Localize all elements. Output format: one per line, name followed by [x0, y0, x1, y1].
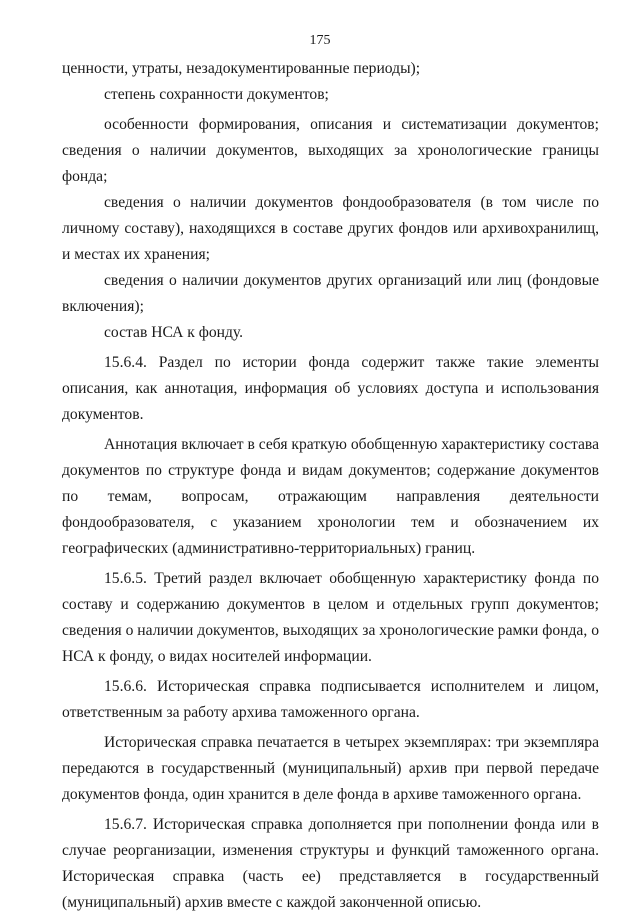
paragraph-11: Историческая справка печатается в четырех экземплярах: три экземпляра передаются в государственный (муниципальный) архив при первой передаче документов фонда, один хранится в деле фонда в архиве таможенного органа. — [62, 734, 599, 803]
paragraph-6: состав НСА к фонду. — [104, 324, 244, 341]
paragraph-8: Аннотация включает в себя краткую обобщенную характеристику состава документов по структуре фонда и видам документов; содержание документов по темам, вопросам, отражающим направления деятельности фондообразователя, с указанием хронологии тем и обозначением их географических (административно-территориальных) границ. — [62, 436, 599, 557]
paragraph-2: степень сохранности документов; — [104, 86, 329, 103]
paragraph-12: 15.6.7. Историческая справка дополняется при пополнении фонда или в случае реорганизации, изменения структуры и функций таможенного органа. Историческая справка (часть ее) представляется в государственный (муниципальный) архив вместе с каждой законченной описью. — [62, 816, 599, 911]
paragraph-10: 15.6.6. Историческая справка подписывается исполнителем и лицом, ответственным за работу архива таможенного органа. — [62, 678, 599, 721]
paragraph-4: сведения о наличии документов фондообразователя (в том числе по личному составу), находящихся в составе других фондов или архивохранилищ, и местах их хранения; — [62, 194, 599, 263]
paragraph-9: 15.6.5. Третий раздел включает обобщенную характеристику фонда по составу и содержанию документов в целом и отдельных групп документов; сведения о наличии документов, выходящих за хронологические рамки фонда, о НСА к фонду, о видах носителей информации. — [62, 570, 599, 665]
paragraph-5: сведения о наличии документов других организаций или лиц (фондовые включения); — [62, 272, 599, 315]
page-number: 175 — [309, 33, 331, 48]
page-body — [62, 56, 599, 916]
paragraph-7: 15.6.4. Раздел по истории фонда содержит также такие элементы описания, как аннотация, информация об условиях доступа и использования документов. — [62, 354, 599, 423]
paragraph-1: ценности, утраты, незадокументированные периоды); — [62, 60, 421, 77]
paragraph-3: особенности формирования, описания и систематизации документов; сведения о наличии документов, выходящих за хронологические границы фонда; — [62, 116, 599, 185]
